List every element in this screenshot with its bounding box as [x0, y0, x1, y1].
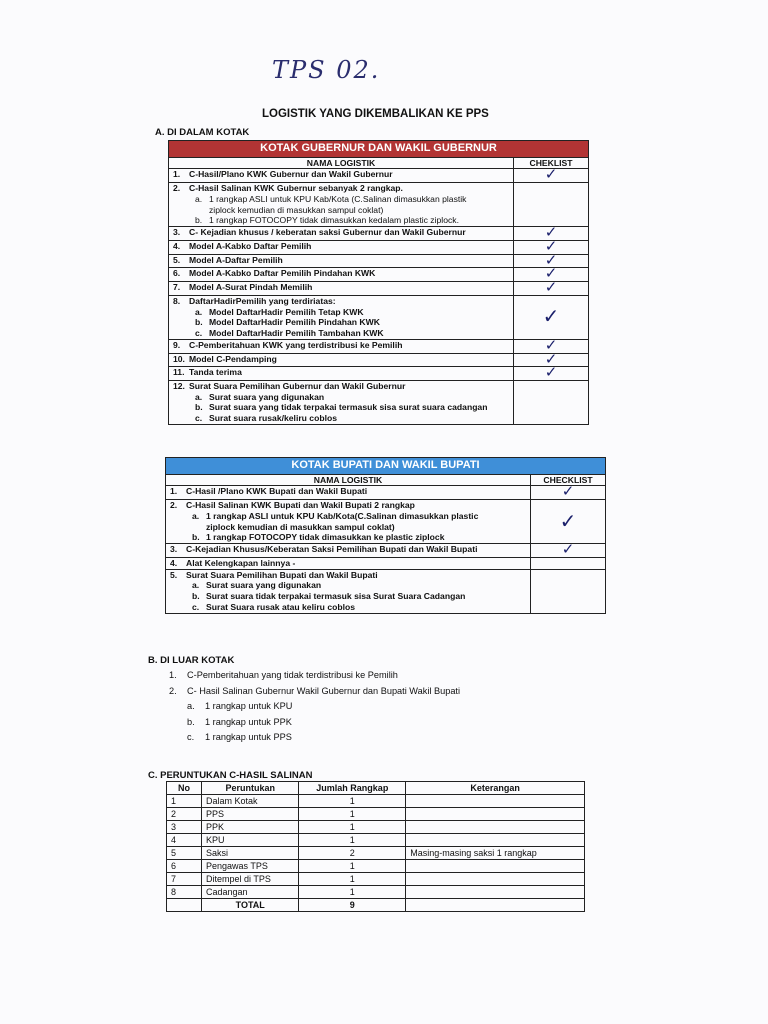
list-item: a. 1 rangkap untuk KPU — [187, 701, 293, 711]
page-title: LOGISTIK YANG DIKEMBALIKAN KE PPS — [262, 108, 489, 120]
cell-ket — [406, 795, 585, 808]
table-row: 6. Model A-Kabko Daftar Pemilih Pindahan KWK ✓ — [169, 268, 589, 282]
list-item: b. 1 rangkap untuk PPK — [187, 716, 292, 727]
checkmark-icon: ✓ — [544, 237, 558, 255]
cell-no: 6 — [167, 860, 202, 873]
table-row: 10. Model C-Pendamping ✓ — [169, 353, 589, 367]
cell-jumlah: 1 — [299, 886, 406, 899]
table-row: 12. Surat Suara Pemilihan Gubernur dan Wakil Gubernur a. Surat suara yang digunakan b. Surat suara yang tidak terpakai termasuk sisa surat suara cadangan c. Surat suara rusak/keliru coblos — [169, 380, 589, 424]
list-di-luar-kotak — [169, 668, 460, 746]
cell-ket — [406, 860, 585, 873]
cell-no: 4 — [167, 834, 202, 847]
col-no: No — [167, 782, 202, 795]
col-nama-logistik: NAMA LOGISTIK — [169, 157, 514, 169]
cell-no: 7 — [167, 873, 202, 886]
checkmark-icon: ✓ — [561, 541, 575, 559]
checkmark-icon: ✓ — [544, 224, 558, 242]
col-checklist: CHECKLIST — [531, 474, 606, 486]
list-item: 2. C- Hasil Salinan Gubernur Wakil Gubernur dan Bupati Wakil Bupati — [169, 685, 461, 696]
cell-jumlah: 1 — [299, 795, 406, 808]
cell-peruntukan: PPS — [202, 808, 299, 821]
table-row — [167, 795, 585, 808]
table-gubernur-header: KOTAK GUBERNUR DAN WAKIL GUBERNUR — [169, 141, 589, 158]
table-row — [167, 886, 585, 899]
col-checklist: CHEKLIST — [514, 157, 589, 169]
cell-ket — [406, 873, 585, 886]
table-row — [167, 873, 585, 886]
table-row: 2. C-Hasil Salinan KWK Bupati dan Wakil Bupati 2 rangkap a. 1 rangkap ASLI untuk KPU Kab/Kota(C.Salinan dimasukkan plastic ziplock kemudian di masukkan sampul coklat) b. 1 rangkap FOTOCOPY tidak dimasukkan ke plastic ziplock ✓ — [166, 500, 606, 544]
cell-no: 3 — [167, 821, 202, 834]
handwritten-note: TPS 02. — [272, 56, 381, 84]
cell-no: 8 — [167, 886, 202, 899]
col-jumlah: Jumlah Rangkap — [299, 782, 406, 795]
checkmark-icon: ✓ — [544, 279, 558, 297]
cell-peruntukan: KPU — [202, 834, 299, 847]
table-row: 3. C-Kejadian Khusus/Keberatan Saksi Pemilihan Bupati dan Wakil Bupati ✓ — [166, 544, 606, 558]
cell-jumlah: 1 — [299, 821, 406, 834]
col-peruntukan: Peruntukan — [202, 782, 299, 795]
col-nama-logistik: NAMA LOGISTIK — [166, 474, 531, 486]
checkmark-icon: ✓ — [544, 166, 558, 184]
cell-peruntukan: PPK — [202, 821, 299, 834]
table-row: 11. Tanda terima ✓ — [169, 367, 589, 381]
table-row: 3. C- Kejadian khusus / keberatan saksi Gubernur dan Wakil Gubernur ✓ — [169, 227, 589, 241]
section-b-heading: B. DI LUAR KOTAK — [148, 655, 235, 666]
cell-jumlah: 1 — [299, 834, 406, 847]
cell-ket — [406, 821, 585, 834]
table-row: 7. Model A-Surat Pindah Memilih ✓ — [169, 282, 589, 296]
list-item: 1. C-Pemberitahuan yang tidak terdistribusi ke Pemilih — [169, 670, 398, 680]
table-row — [167, 821, 585, 834]
checkmark-icon: ✓ — [559, 510, 577, 533]
cell-jumlah: 1 — [299, 860, 406, 873]
table-row: 5. Model A-Daftar Pemilih ✓ — [169, 254, 589, 268]
table-row: 4. Model A-Kabko Daftar Pemilih ✓ — [169, 240, 589, 254]
table-total-row — [167, 899, 585, 912]
cell-jumlah: 1 — [299, 873, 406, 886]
cell-no: 1 — [167, 795, 202, 808]
table-row — [167, 860, 585, 873]
table-row: 2. C-Hasil Salinan KWK Gubernur sebanyak 2 rangkap. a. 1 rangkap ASLI untuk KPU Kab/Kota (C.Salinan dimasukkan plastik ziplock kemudian di masukkan sampul coklat) b. 1 rangkap FOTOCOPY tidak dimasukkan kedalam plastic ziplock. — [169, 183, 589, 227]
cell-jumlah: 1 — [299, 808, 406, 821]
table-gubernur — [168, 140, 589, 425]
cell-ket: Masing-masing saksi 1 rangkap — [406, 847, 585, 860]
table-row — [167, 808, 585, 821]
checkmark-icon: ✓ — [544, 265, 558, 283]
cell-peruntukan: Cadangan — [202, 886, 299, 899]
cell-peruntukan: Dalam Kotak — [202, 795, 299, 808]
checkmark-icon: ✓ — [544, 364, 558, 382]
section-a-heading: A. DI DALAM KOTAK — [155, 127, 250, 138]
cell-peruntukan: Pengawas TPS — [202, 860, 299, 873]
checkmark-icon: ✓ — [542, 306, 560, 329]
checkmark-icon: ✓ — [561, 483, 575, 501]
cell-peruntukan: Saksi — [202, 847, 299, 860]
cell-ket — [406, 834, 585, 847]
table-row: 8. DaftarHadirPemilih yang terdiriatas: a. Model DaftarHadir Pemilih Tetap KWK b. Model DaftarHadir Pemilih Pindahan KWK c. Model DaftarHadir Pemilih Tambahan KWK ✓ — [169, 295, 589, 339]
table-row: 1. C-Hasil /Plano KWK Bupati dan Wakil Bupati ✓ — [166, 486, 606, 500]
table-row: 4. Alat Kelengkapan lainnya - — [166, 557, 606, 569]
table-peruntukan — [166, 781, 585, 912]
table-bupati-header: KOTAK BUPATI DAN WAKIL BUPATI — [166, 458, 606, 475]
col-keterangan: Keterangan — [406, 782, 585, 795]
cell-no: 5 — [167, 847, 202, 860]
cell-jumlah: 2 — [299, 847, 406, 860]
table-row — [167, 834, 585, 847]
table-row: 1. C-Hasil/Plano KWK Gubernur dan Wakil Gubernur ✓ — [169, 169, 589, 183]
table-bupati — [165, 457, 606, 614]
total-label: TOTAL — [202, 899, 299, 912]
checkmark-icon: ✓ — [544, 251, 558, 269]
cell-ket — [406, 886, 585, 899]
checkmark-icon: ✓ — [544, 350, 558, 368]
total-value: 9 — [299, 899, 406, 912]
section-c-heading: C. PERUNTUKAN C-HASIL SALINAN — [148, 770, 313, 781]
cell-no: 2 — [167, 808, 202, 821]
checkmark-icon: ✓ — [544, 336, 558, 354]
list-item: c. 1 rangkap untuk PPS — [187, 732, 292, 742]
table-row: 5. Surat Suara Pemilihan Bupati dan Wakil Bupati a. Surat suara yang digunakan b. Surat suara tidak terpakai termasuk sisa Surat Suara Cadangan c. Surat Suara rusak atau keliru coblos — [166, 569, 606, 613]
cell-ket — [406, 808, 585, 821]
cell-peruntukan: Ditempel di TPS — [202, 873, 299, 886]
table-row — [167, 847, 585, 860]
table-row: 9. C-Pemberitahuan KWK yang terdistribusi ke Pemilih ✓ — [169, 339, 589, 353]
